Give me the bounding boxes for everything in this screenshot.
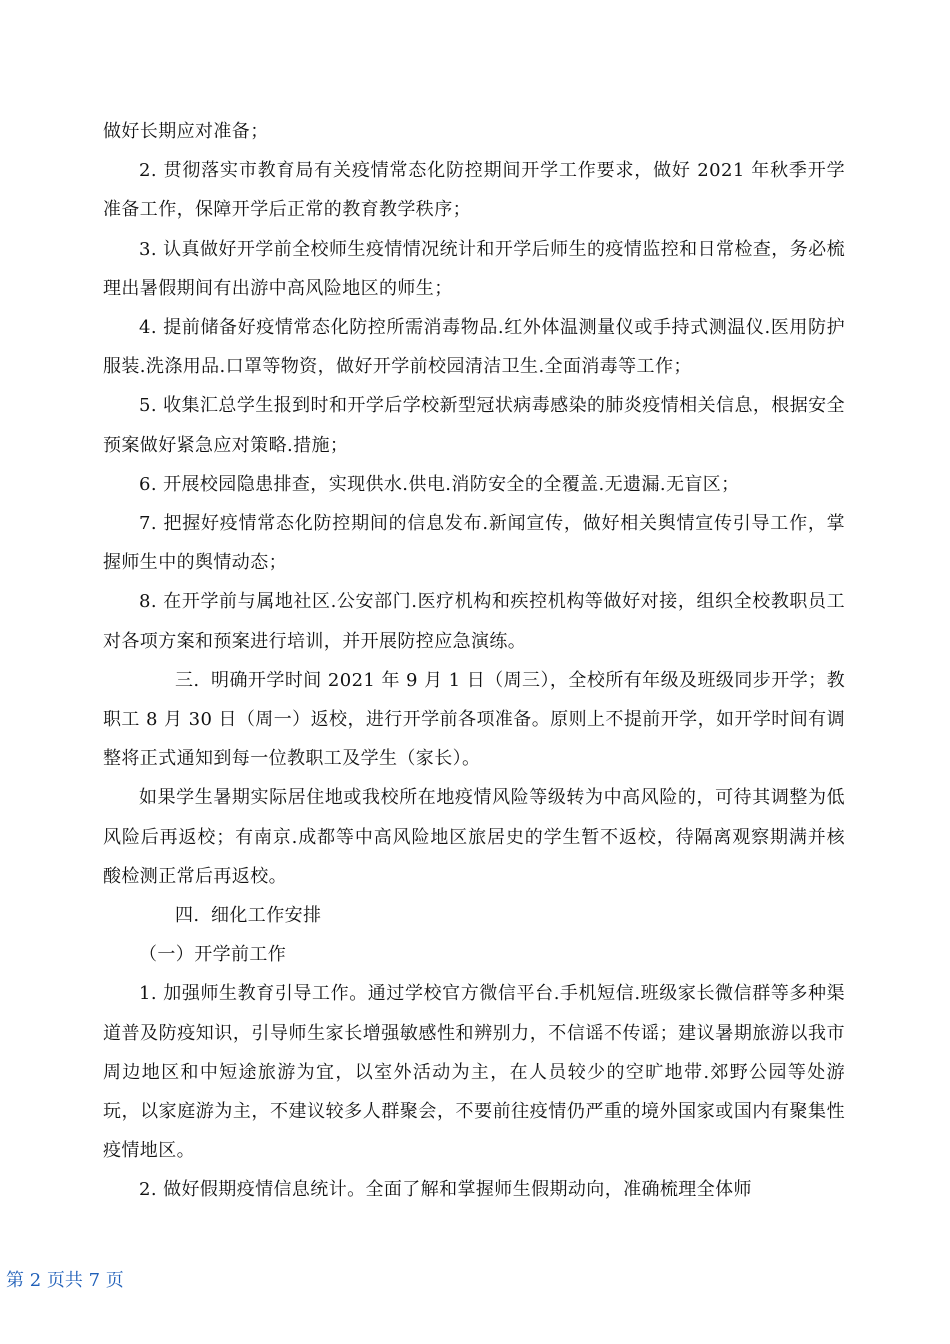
- section-three-number: 三.: [175, 669, 200, 691]
- list-item-4: 4. 提前储备好疫情常态化防控所需消毒物品.红外体温测量仪或手持式测温仪.医用防护服装.洗涤用品.口罩等物资，做好开学前校园清洁卫生.全面消毒等工作；: [103, 317, 845, 378]
- document-body: [103, 112, 845, 1210]
- page-number-footer: 第 2 页共 7 页: [6, 1270, 124, 1291]
- list-item-3: 3. 认真做好开学前全校师生疫情情况统计和开学后师生的疫情监控和日常检查，务必梳理出暑假期间有出游中高风险地区的师生；: [103, 238, 845, 299]
- section-three: [103, 661, 845, 779]
- subsection-title: （一）开学前工作: [139, 944, 287, 966]
- list-item-8: 8. 在开学前与属地社区.公安部门.医疗机构和疾控机构等做好对接，组织全校教职员工对各项方案和预案进行培训，并开展防控应急演练。: [103, 591, 845, 652]
- list-item-7: 7. 把握好疫情常态化防控期间的信息发布.新闻宣传，做好相关舆情宣传引导工作，掌握师生中的舆情动态；: [103, 513, 845, 574]
- list-item-5: 5. 收集汇总学生报到时和开学后学校新型冠状病毒感染的肺炎疫情相关信息，根据安全预案做好紧急应对策略.措施；: [103, 395, 845, 456]
- before-item-2: 2. 做好假期疫情信息统计。全面了解和掌握师生假期动向，准确梳理全体师: [139, 1179, 752, 1201]
- paragraph-risk: 如果学生暑期实际居住地或我校所在地疫情风险等级转为中高风险的，可待其调整为低风险后再返校；有南京.成都等中高风险地区旅居史的学生暂不返校，待隔离观察期满并核酸检测正常后再返校。: [103, 787, 845, 887]
- list-item-2: 2. 贯彻落实市教育局有关疫情常态化防控期间开学工作要求，做好 2021 年秋季开学准备工作，保障开学后正常的教育教学秩序；: [103, 160, 845, 221]
- section-four-title: 细化工作安排: [211, 905, 322, 927]
- section-four-number: 四.: [175, 905, 200, 927]
- list-item-6: 6. 开展校园隐患排查，实现供水.供电.消防安全的全覆盖.无遗漏.无盲区；: [139, 473, 740, 495]
- paragraph-continuation: 做好长期应对准备；: [103, 121, 269, 142]
- section-four: [103, 896, 845, 935]
- before-item-1: 1. 加强师生教育引导工作。通过学校官方微信平台.手机短信.班级家长微信群等多种渠道普及防疫知识，引导师生家长增强敏感性和辨别力，不信谣不传谣；建议暑期旅游以我市周边地区和中短途旅游为宜，以室外活动为主，在人员较少的空旷地带.郊野公园等处游玩，以家庭游为主，不建议较多人群聚会，不要前往疫情仍严重的境外国家或国内有聚集性疫情地区。: [103, 983, 845, 1162]
- section-three-text: 明确开学时间 2021 年 9 月 1 日（周三），全校所有年级及班级同步开学；教职工 8 月 30 日（周一）返校，进行开学前各项准备。原则上不提前开学，如开学时间有调整将正式通知到每一位教职工及学生（家长）。: [103, 669, 845, 770]
